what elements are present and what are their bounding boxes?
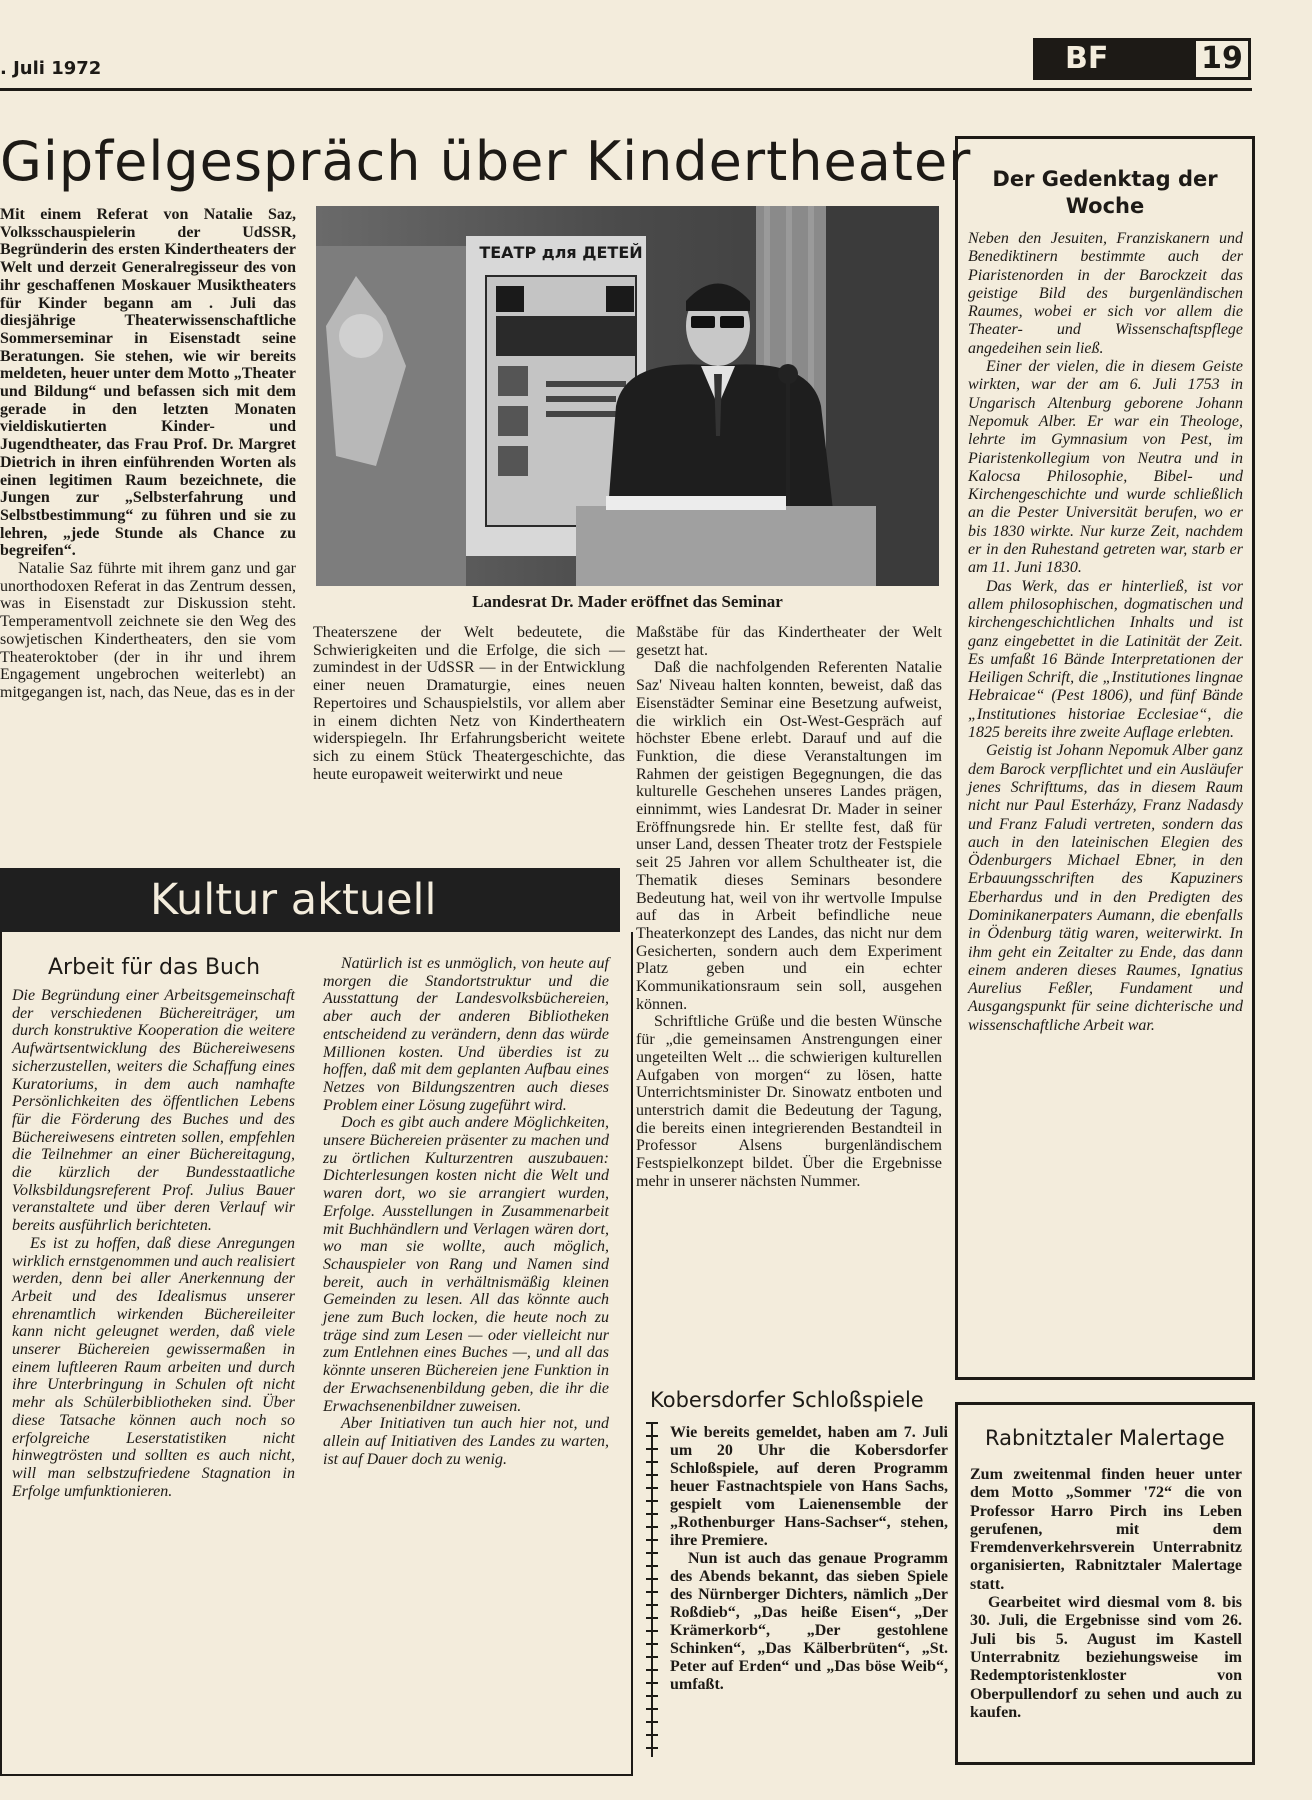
malertage-paragraph: Zum zweitenmal finden heuer unter dem Motto „Sommer '72“ die von Professor Harro Pirch ins Leben gerufenen, mit dem Fremdenverkehrsverein Unterrabnitz organisierten, Rabnitztaler Malertage statt.	[970, 1466, 1242, 1593]
main-headline: Gipfelgespräch über Kindertheater	[0, 130, 972, 193]
seminar-photo-image	[316, 206, 939, 586]
article-intro-column	[0, 206, 296, 702]
buch-paragraph: Aber Initiativen tun auch hier not, und allein auf Initiativen des Landes zu warten, ist auf Dauer doch zu wenig.	[323, 1415, 609, 1468]
photo-caption: Landesrat Dr. Mader eröffnet das Seminar	[472, 592, 783, 611]
gedenktag-text	[968, 230, 1243, 1035]
article-paragraph: Mit einem Referat von Natalie Saz, Volksschauspielerin der UdSSR, Begründerin des ersten Kindertheaters der Welt und derzeit Generalregisseur des von ihr geschaffenen Moskauer Musiktheaters für Kinder begann am . Juli das diesjährige Theaterwissenschaftliche Sommerseminar in Eisenstadt seine Beratungen. Sie stehen, wie wir bereits meldeten, heuer unter dem Motto „Theater und Bildung“ und befassen sich mit dem gerade in den letzten Monaten vieldiskutierten Kinder- und Jugendtheater, das Frau Prof. Dr. Margret Dietrich in ihren einführenden Worten als einen legitimen Raum bezeichnete, die Jungen zur „Selbsterfahrung und Selbstbestimmung“ zu führen und sie zu lehren, „jede Stunde als Chance zu begreifen“.	[0, 206, 296, 560]
kobersdorf-title: Kobersdorfer Schloßspiele	[650, 1388, 924, 1412]
kobersdorf-text	[670, 1424, 948, 1694]
buch-column-2	[323, 955, 609, 1468]
buch-paragraph: Natürlich ist es unmöglich, von heute auf morgen die Standortstruktur und die Ausstattung der Landesvolksbüchereien, aber auch der anderen Bibliotheken entscheidend zu verändern, denn das würde Millionen kosten. Und überdies ist zu hoffen, daß mit dem geplanten Aufbau eines Netzes von Bildungszentren auch dieses Problem einer Lösung zugeführt wird.	[323, 955, 609, 1114]
buch-paragraph: Es ist zu hoffen, daß diese Anregungen wirklich ernstgenommen und auch realisiert werden, denn bei aller Anerkennung der Arbeit und des Idealismus unserer ehrenamtlich wirkenden Büchereileiter kann nicht geleugnet werden, daß viele unserer Büchereien gewissermaßen in einem luftleeren Raum arbeiten und durch ihre Unterbringung in Schulen oft nicht mehr als Schülerbibliotheken sind. Über diese Tatsache können auch noch so erfolgreiche Leserstatistiken nicht hinwegtrösten und sollten es auch nicht, will man selbstzufriedene Stagnation in Erfolge umfunktionieren.	[12, 1234, 295, 1500]
header-rule	[0, 88, 1252, 91]
article-paragraph: Schriftliche Grüße und die besten Wünsche für „die gemeinsamen Anstrengungen einer ungeteilten Welt ... die schwierigen kulturellen Aufgaben von morgen“ zu lösen, hatte Unterrichtsminister Dr. Sinowatz entboten und unterstrich damit die Bedeutung der Tagung, die bereits einen integrierenden Bestandteil in Professor Alsens burgenländischem Festspielkonzept bildet. Über die Ergebnisse mehr in unserer nächsten Nummer.	[636, 1013, 942, 1190]
page-number: 19	[1193, 38, 1251, 80]
article-paragraph: Daß die nachfolgenden Referenten Natalie Saz' Niveau halten konnten, beweist, daß das Eisenstädter Seminar eine Besetzung aufweist, die wirklich ein Ost-West-Gespräch auf höchster Ebene erlebt. Darauf und auf die Funktion, die diese Veranstaltungen im Rahmen der geistigen Begegnungen, die das kulturelle Geschehen unseres Landes prägen, einnimmt, wies Landesrat Dr. Mader in seiner Eröffnungsrede hin. Er stellte fest, daß für unser Land, dessen Theater trotz der Festspiele seit 25 Jahren vor allem Schultheater ist, die Thematik dieses Seminars besondere Bedeutung hat, weil von ihr wertvolle Impulse auf das in Arbeit befindliche neue Theaterkonzept des Landes, das nicht nur dem Gesicherten, sondern auch dem Experiment Platz geben und ein echter Kommunikationsraum sein soll, ausgehen können.	[636, 659, 942, 1013]
kultur-banner: Kultur aktuell	[0, 868, 620, 932]
kobersdorf-paragraph: Nun ist auch das genaue Programm des Abends bekannt, das sieben Spiele des Nürnberger Dichters, nämlich „Der Roßdieb“, „Das heiße Eisen“, „Der Krämerkorb“, „Der gestohlene Schinken“, „Das Kälberbrüten“, „St. Peter auf Erden“ und „Das böse Weib“, umfaßt.	[670, 1550, 948, 1693]
article-column-3	[636, 624, 942, 1191]
buch-column-1	[12, 987, 295, 1500]
buch-paragraph: Die Begründung einer Arbeitsgemeinschaft der verschiedenen Büchereiträger, um durch konstruktive Kooperation die weitere Aufwärtsentwicklung des Büchereiwesens sicherzustellen, weiters die Schaffung eines Kuratoriums, in dem auch namhafte Persönlichkeiten des öffentlichen Lebens für die Förderung des Buches und des Büchereiwesens eintreten sollen, empfehlen die Teilnehmer an einer Büchereitagung, die kürzlich der Bundesstaatliche Volksbildungsreferent Prof. Julius Bauer veranstaltete und über deren Verlauf wir bereits ausführlich berichteten.	[12, 987, 295, 1235]
seminar-photo	[316, 206, 939, 586]
malertage-title: Rabnitztaler Malertage	[985, 1426, 1225, 1450]
section-label: BF	[1033, 38, 1193, 80]
article-paragraph: Theaterszene der Welt bedeutete, die Schwierigkeiten und die Erfolge, die sich — zumindest in der UdSSR — in der Entwicklung einer neuen Dramaturgie, eines neuen Repertoires und Schauspielstils, vor allem aber in einem dichten Netz von Kindertheatern widerspiegeln. Ihr Erfahrungsbericht weitete sich zu einem Stück Theatergeschichte, das heute europaweit weiterwirkt und neue	[313, 624, 625, 783]
buch-paragraph: Doch es gibt auch andere Möglichkeiten, unsere Büchereien präsenter zu machen und zu örtlichen Kulturzentren auszubauen: Dichterlesungen kosten nicht die Welt und waren dort, wo sie arrangiert wurden, Erfolge. Ausstellungen in Zusammenarbeit mit Buchhändlern und Verlagen wären dort, wo man sie wollte, auch möglich, Schauspieler von Rang und Namen sind bereit, auch in verhältnismäßig kleinen Gemeinden zu lesen. All das könnte auch jene zum Buch locken, die heute noch zu träge sind zum Lesen — oder vielleicht nur zum Entlehnen eines Buches —, und all das könnte unseren Büchereien jene Funktion in der Erwachsenenbildung geben, die ihr die Erwachsenenbildner zuweisen.	[323, 1114, 609, 1415]
gedenktag-paragraph: Das Werk, das er hinterließ, ist vor allem philosophischen, dogmatischen und kirchengeschichtlichen Inhalts und ist ganz eingebettet in die Latinität der Zeit. Es umfaßt 16 Bände Interpretationen der Heiligen Schrift, die „Institutiones lingnae Hebraicae“ (Pest 1806), und fünf Bände „Institutiones historiae Ecclesiae“, die 1825 bereits ihre zweite Auflage erlebten.	[968, 577, 1243, 742]
gedenktag-title: Der Gedenktag der Woche	[992, 167, 1218, 218]
kobersdorf-paragraph: Wie bereits gemeldet, haben am 7. Juli um 20 Uhr die Kobersdorfer Schloßspiele, auf deren Programm heuer Fastnachtspiele von Hans Sachs, gespielt vom Laienensemble der „Rothenburger Hans-Sachser“, stehen, ihre Premiere.	[670, 1424, 948, 1549]
malertage-paragraph: Gearbeitet wird diesmal vom 8. bis 30. Juli, die Ergebnisse sind vom 26. Juli bis 5. August im Kastell Unterrabnitz beziehungsweise im Redemptoristenkloster von Oberpullendorf zu sehen und auch zu kaufen.	[970, 1594, 1242, 1721]
gedenktag-paragraph: Geistig ist Johann Nepomuk Alber ganz dem Barock verpflichtet und ein Ausläufer jenes Schrifttums, das in diesem Raum nicht nur Paul Esterházy, Franz Nadasdy und Franz Faludi vertreten, sondern das auch in den lateinischen Elegien des Ödenburgers Michael Ebner, in den Erbauungsschriften des Kapuziners Eberhardus und in den Predigten des Dominikanerpaters Aumann, die ebenfalls in Ödenburg tätig waren, weiterwirkt. In ihm geht ein Zeitalter zu Ende, das dann einem anderen dieses Raumes, Ignatius Aurelius Feßler, Fundament und Ausgangspunkt für seine dichterische und wissenschaftliche Arbeit war.	[968, 742, 1243, 1034]
article-paragraph: Natalie Saz führte mit ihrem ganz und gar unorthodoxen Referat in das Zentrum dessen, was in Eisenstadt zur Diskussion steht. Temperamentvoll zeichnete sie den Weg des sowjetischen Kindertheaters, den sie vom Theateroktober (der in ihr und ihrem Engagement ungebrochen weiterlebt) an mitgegangen ist, nach, das Neue, das es in der	[0, 560, 296, 701]
malertage-text	[970, 1466, 1242, 1722]
gedenktag-paragraph: Einer der vielen, die in diesem Geiste wirkten, war der am 6. Juli 1753 in Ungarisch Altenburg geborene Johann Nepomuk Alber. Er war ein Theologe, lehrte im Gymnasium von Pest, im Piaristenkollegium von Neutra und in Kalocsa Philosophie, Bibel- und Kirchengeschichte und wurde schließlich an die Pester Universität berufen, wo er bis 1830 wirkte. Nur kurze Zeit, nachdem er in den Ruhestand getreten war, starb er am 11. Juni 1830.	[968, 358, 1243, 577]
poster-text: ТЕАТР для ДЕТЕЙ	[479, 243, 643, 262]
kobersdorf-border-ticks	[646, 1422, 658, 1757]
gedenktag-paragraph: Neben den Jesuiten, Franziskanern und Benediktinern bestimmte auch der Piaristenorden in der Barockzeit das geistige Bild des burgenländischen Raumes, wobei er sich vor allem die Theater- und Wissenschaftspflege angedeihen sein ließ.	[968, 230, 1243, 357]
issue-date: . Juli 1972	[0, 58, 102, 79]
article-paragraph: Maßstäbe für das Kindertheater der Welt gesetzt hat.	[636, 624, 942, 659]
buch-title: Arbeit für das Buch	[48, 955, 261, 980]
article-column-2	[313, 624, 625, 783]
